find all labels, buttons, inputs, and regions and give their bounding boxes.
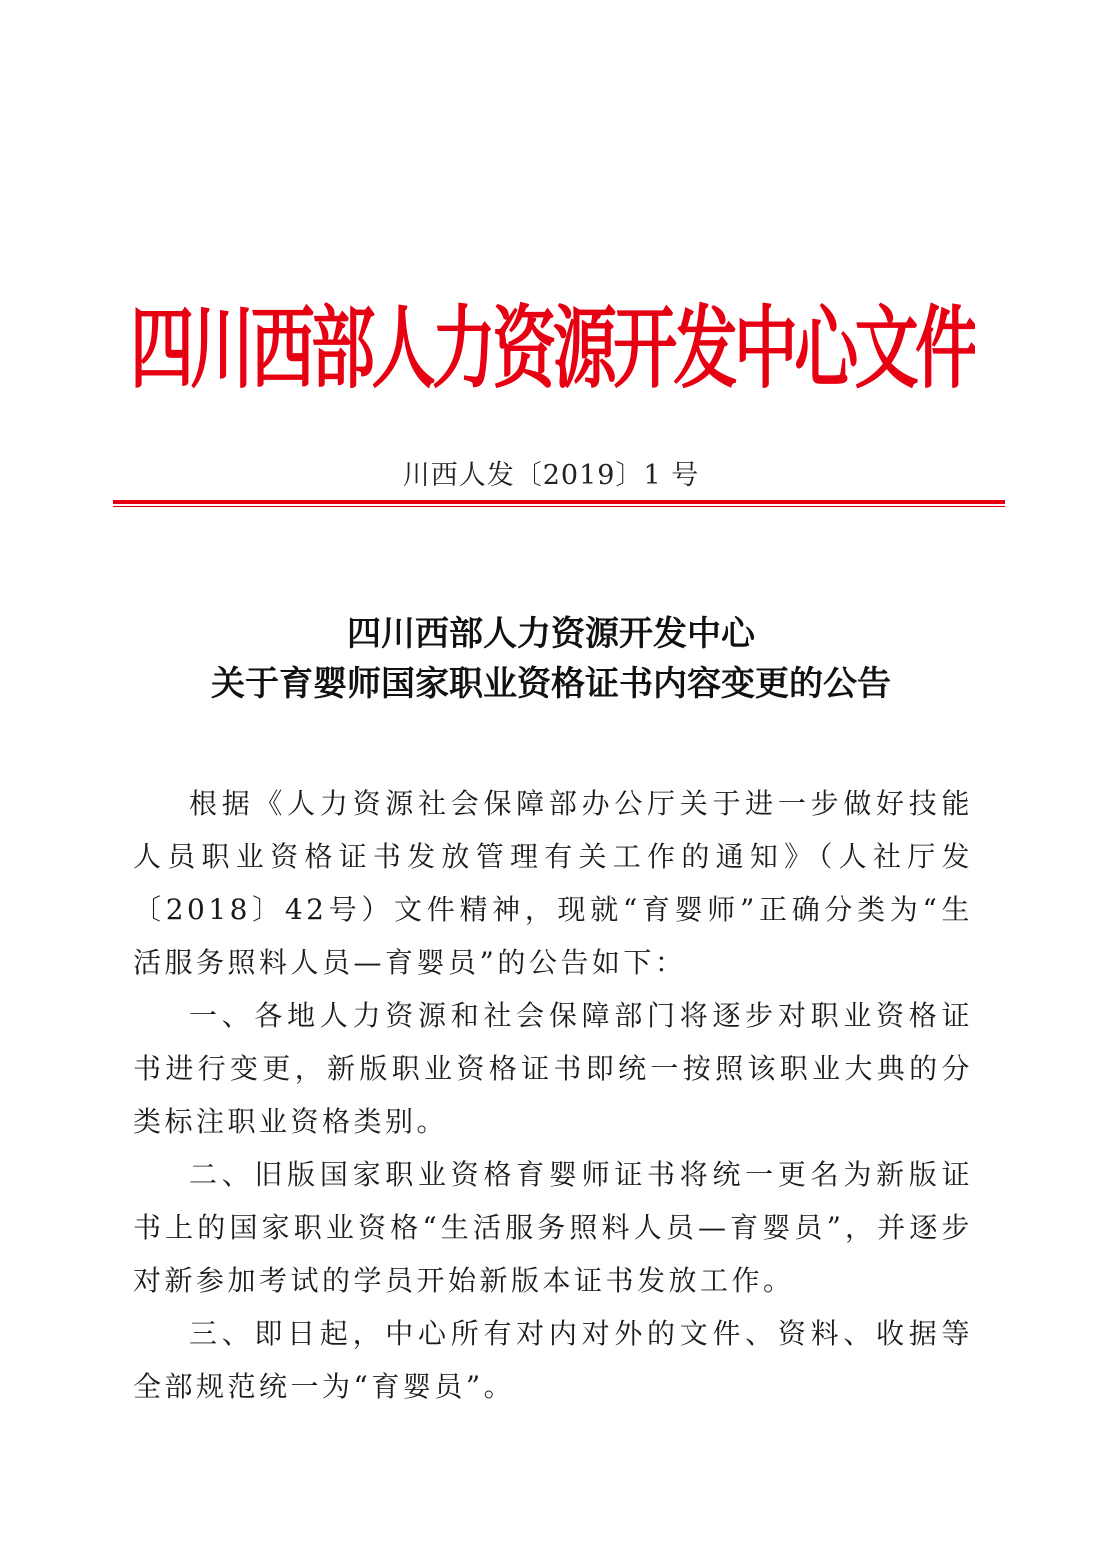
body-paragraph-intro: 根据《人力资源社会保障部办公厅关于进一步做好技能人员职业资格证书发放管理有关工作的通知》（人社厅发〔2018〕42号）文件精神，现就“育婴师”正确分类为“生活服务照料人员—育婴员”的公告如下： bbox=[133, 787, 973, 979]
notice-title-line-2: 关于育婴师国家职业资格证书内容变更的公告 bbox=[211, 664, 891, 704]
red-divider-thick bbox=[113, 500, 1005, 504]
body-paragraph-item-2: 二、旧版国家职业资格育婴师证书将统一更名为新版证书上的国家职业资格“生活服务照料人员—育婴员”，并逐步对新参加考试的学员开始新版本证书发放工作。 bbox=[133, 1158, 973, 1297]
document-number: 川西人发〔2019〕1 号 bbox=[402, 460, 700, 491]
body-paragraph-item-1: 一、各地人力资源和社会保障部门将逐步对职业资格证书进行变更，新版职业资格证书即统一按照该职业大典的分类标注职业资格类别。 bbox=[133, 999, 973, 1138]
masthead-title: 四川西部人力资源开发中心文件 bbox=[130, 294, 975, 393]
body-paragraph-item-3: 三、即日起，中心所有对内对外的文件、资料、收据等全部规范统一为“育婴员”。 bbox=[133, 1317, 973, 1403]
masthead bbox=[130, 268, 975, 393]
red-divider-thin bbox=[113, 506, 1005, 507]
notice-title-line-1: 四川西部人力资源开发中心 bbox=[347, 614, 755, 654]
notice-body bbox=[133, 777, 973, 1413]
